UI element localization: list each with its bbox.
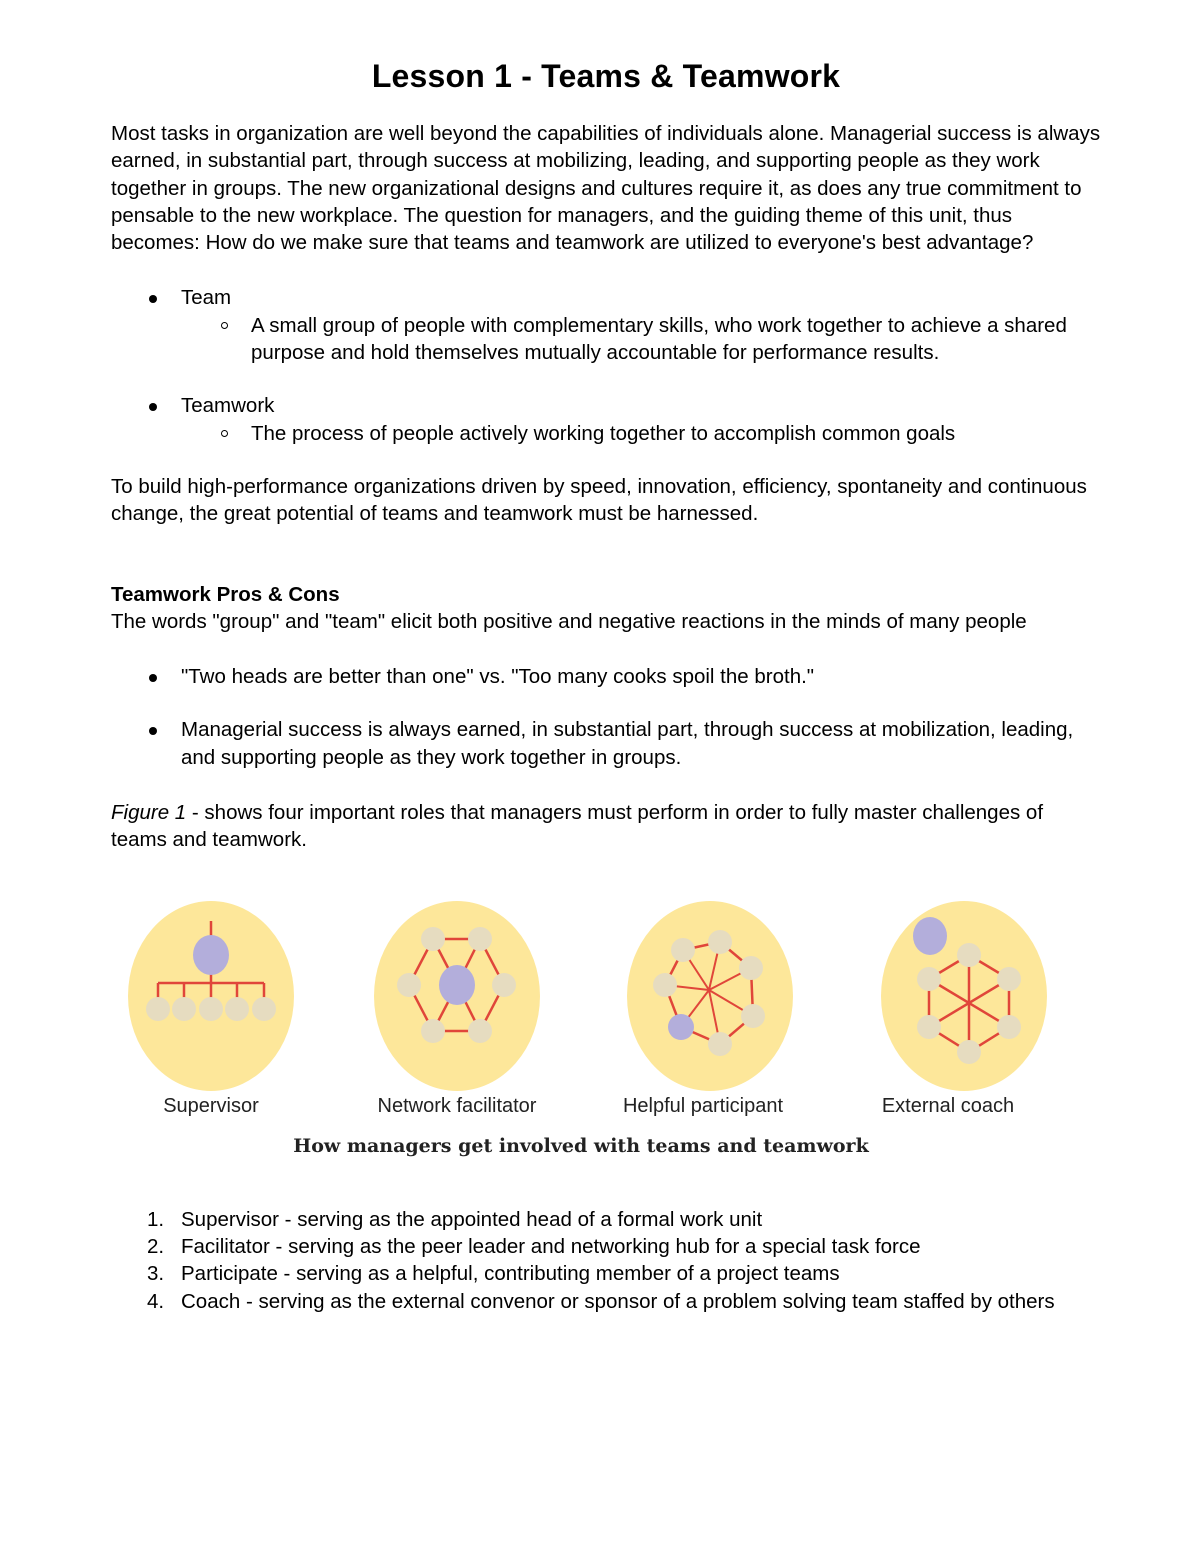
list-item (111, 284, 1101, 366)
definitions-list (111, 284, 1101, 446)
roles-list (111, 1206, 1101, 1315)
list-item: 4. Coach - serving as the external convenor or sponsor of a problem solving team staffed by others (147, 1289, 1055, 1313)
member-node (146, 997, 170, 1021)
roles-diagram (111, 899, 1101, 1099)
figure-label-external-coach: External coach (881, 1094, 1015, 1117)
definition-term: Team (181, 286, 232, 310)
pros-cons-list (111, 663, 1101, 771)
spacer (111, 366, 1101, 392)
bullet-text: "Two heads are better than one" vs. "Too many cooks spoil the broth." (181, 665, 815, 689)
pros-cons-text: The words "group" and "team" elicit both positive and negative reactions in the minds of many people (111, 609, 1027, 633)
figure-label-helpful-participant: Helpful participant (622, 1094, 784, 1117)
manager-node (193, 935, 229, 975)
helpful-participant-diagram (627, 901, 793, 1091)
network-facilitator-diagram (374, 901, 540, 1091)
figure-label-supervisor: Supervisor (163, 1094, 259, 1117)
list-item (181, 312, 1101, 367)
document-page (111, 52, 1101, 1315)
page-title: Lesson 1 - Teams & Teamwork (371, 58, 841, 94)
bullet-icon (149, 674, 157, 682)
bullet-icon (149, 295, 157, 303)
manager-node (439, 965, 475, 1005)
bullet-text: Managerial success is always earned, in substantial part, through success at mobilization, leading, and supporting people as they work together in groups. (181, 718, 1074, 769)
figure-title: How managers get involved with teams and teamwork (293, 1134, 869, 1157)
manager-node (913, 917, 947, 955)
list-item: 1. Supervisor - serving as the appointed head of a formal work unit (147, 1207, 763, 1231)
list-item (111, 663, 1101, 690)
list-item (181, 420, 1101, 447)
figure-label-network-facilitator: Network facilitator (377, 1094, 537, 1117)
build-paragraph: To build high-performance organizations driven by speed, innovation, efficiency, spontaneity and continuous change, the great potential of teams and teamwork must be harnessed. (111, 474, 1087, 526)
external-coach-diagram (881, 901, 1047, 1091)
supervisor-diagram (128, 901, 294, 1091)
section-heading: Teamwork Pros & Cons (111, 582, 340, 606)
bullet-icon (149, 727, 157, 735)
figure-1 (111, 899, 1101, 1184)
member-node (252, 997, 276, 1021)
figure-intro (111, 799, 1101, 854)
list-item (111, 716, 1101, 771)
hollow-bullet-icon (221, 430, 228, 437)
definition-text: A small group of people with complementary skills, who work together to achieve a shared purpose and hold themselves mutually accountable for performance results. (251, 313, 1067, 365)
sub-list (181, 420, 1101, 447)
bullet-icon (149, 403, 157, 411)
list-item: 3. Participate - serving as a helpful, contributing member of a project teams (147, 1262, 840, 1286)
manager-node (668, 1014, 694, 1040)
hollow-bullet-icon (221, 322, 228, 329)
member-node (199, 997, 223, 1021)
member-node (172, 997, 196, 1021)
list-item (111, 392, 1101, 447)
figure-intro-text: - shows four important roles that managers must perform in order to fully master challenges of teams and teamwork. (111, 801, 1044, 852)
list-item: 2. Facilitator - serving as the peer leader and networking hub for a special task force (147, 1234, 921, 1258)
sub-list (181, 312, 1101, 367)
definition-term: Teamwork (181, 394, 275, 418)
spacer (111, 690, 1101, 716)
figure-ref: Figure 1 (111, 801, 187, 825)
intro-paragraph: Most tasks in organization are well beyond the capabilities of individuals alone. Managerial success is always earned, in substantial part, through success at mobilizing, leading, and supporting people as they work together in groups. The new organizational designs and cultures require it, as does any true commitment to pensable to the new workplace. The question for managers, and the guiding theme of this unit, thus becomes: How do we make sure that teams and teamwork are utilized to everyone's best advantage? (111, 122, 1101, 255)
member-node (225, 997, 249, 1021)
definition-text: The process of people actively working together to accomplish common goals (251, 421, 956, 445)
